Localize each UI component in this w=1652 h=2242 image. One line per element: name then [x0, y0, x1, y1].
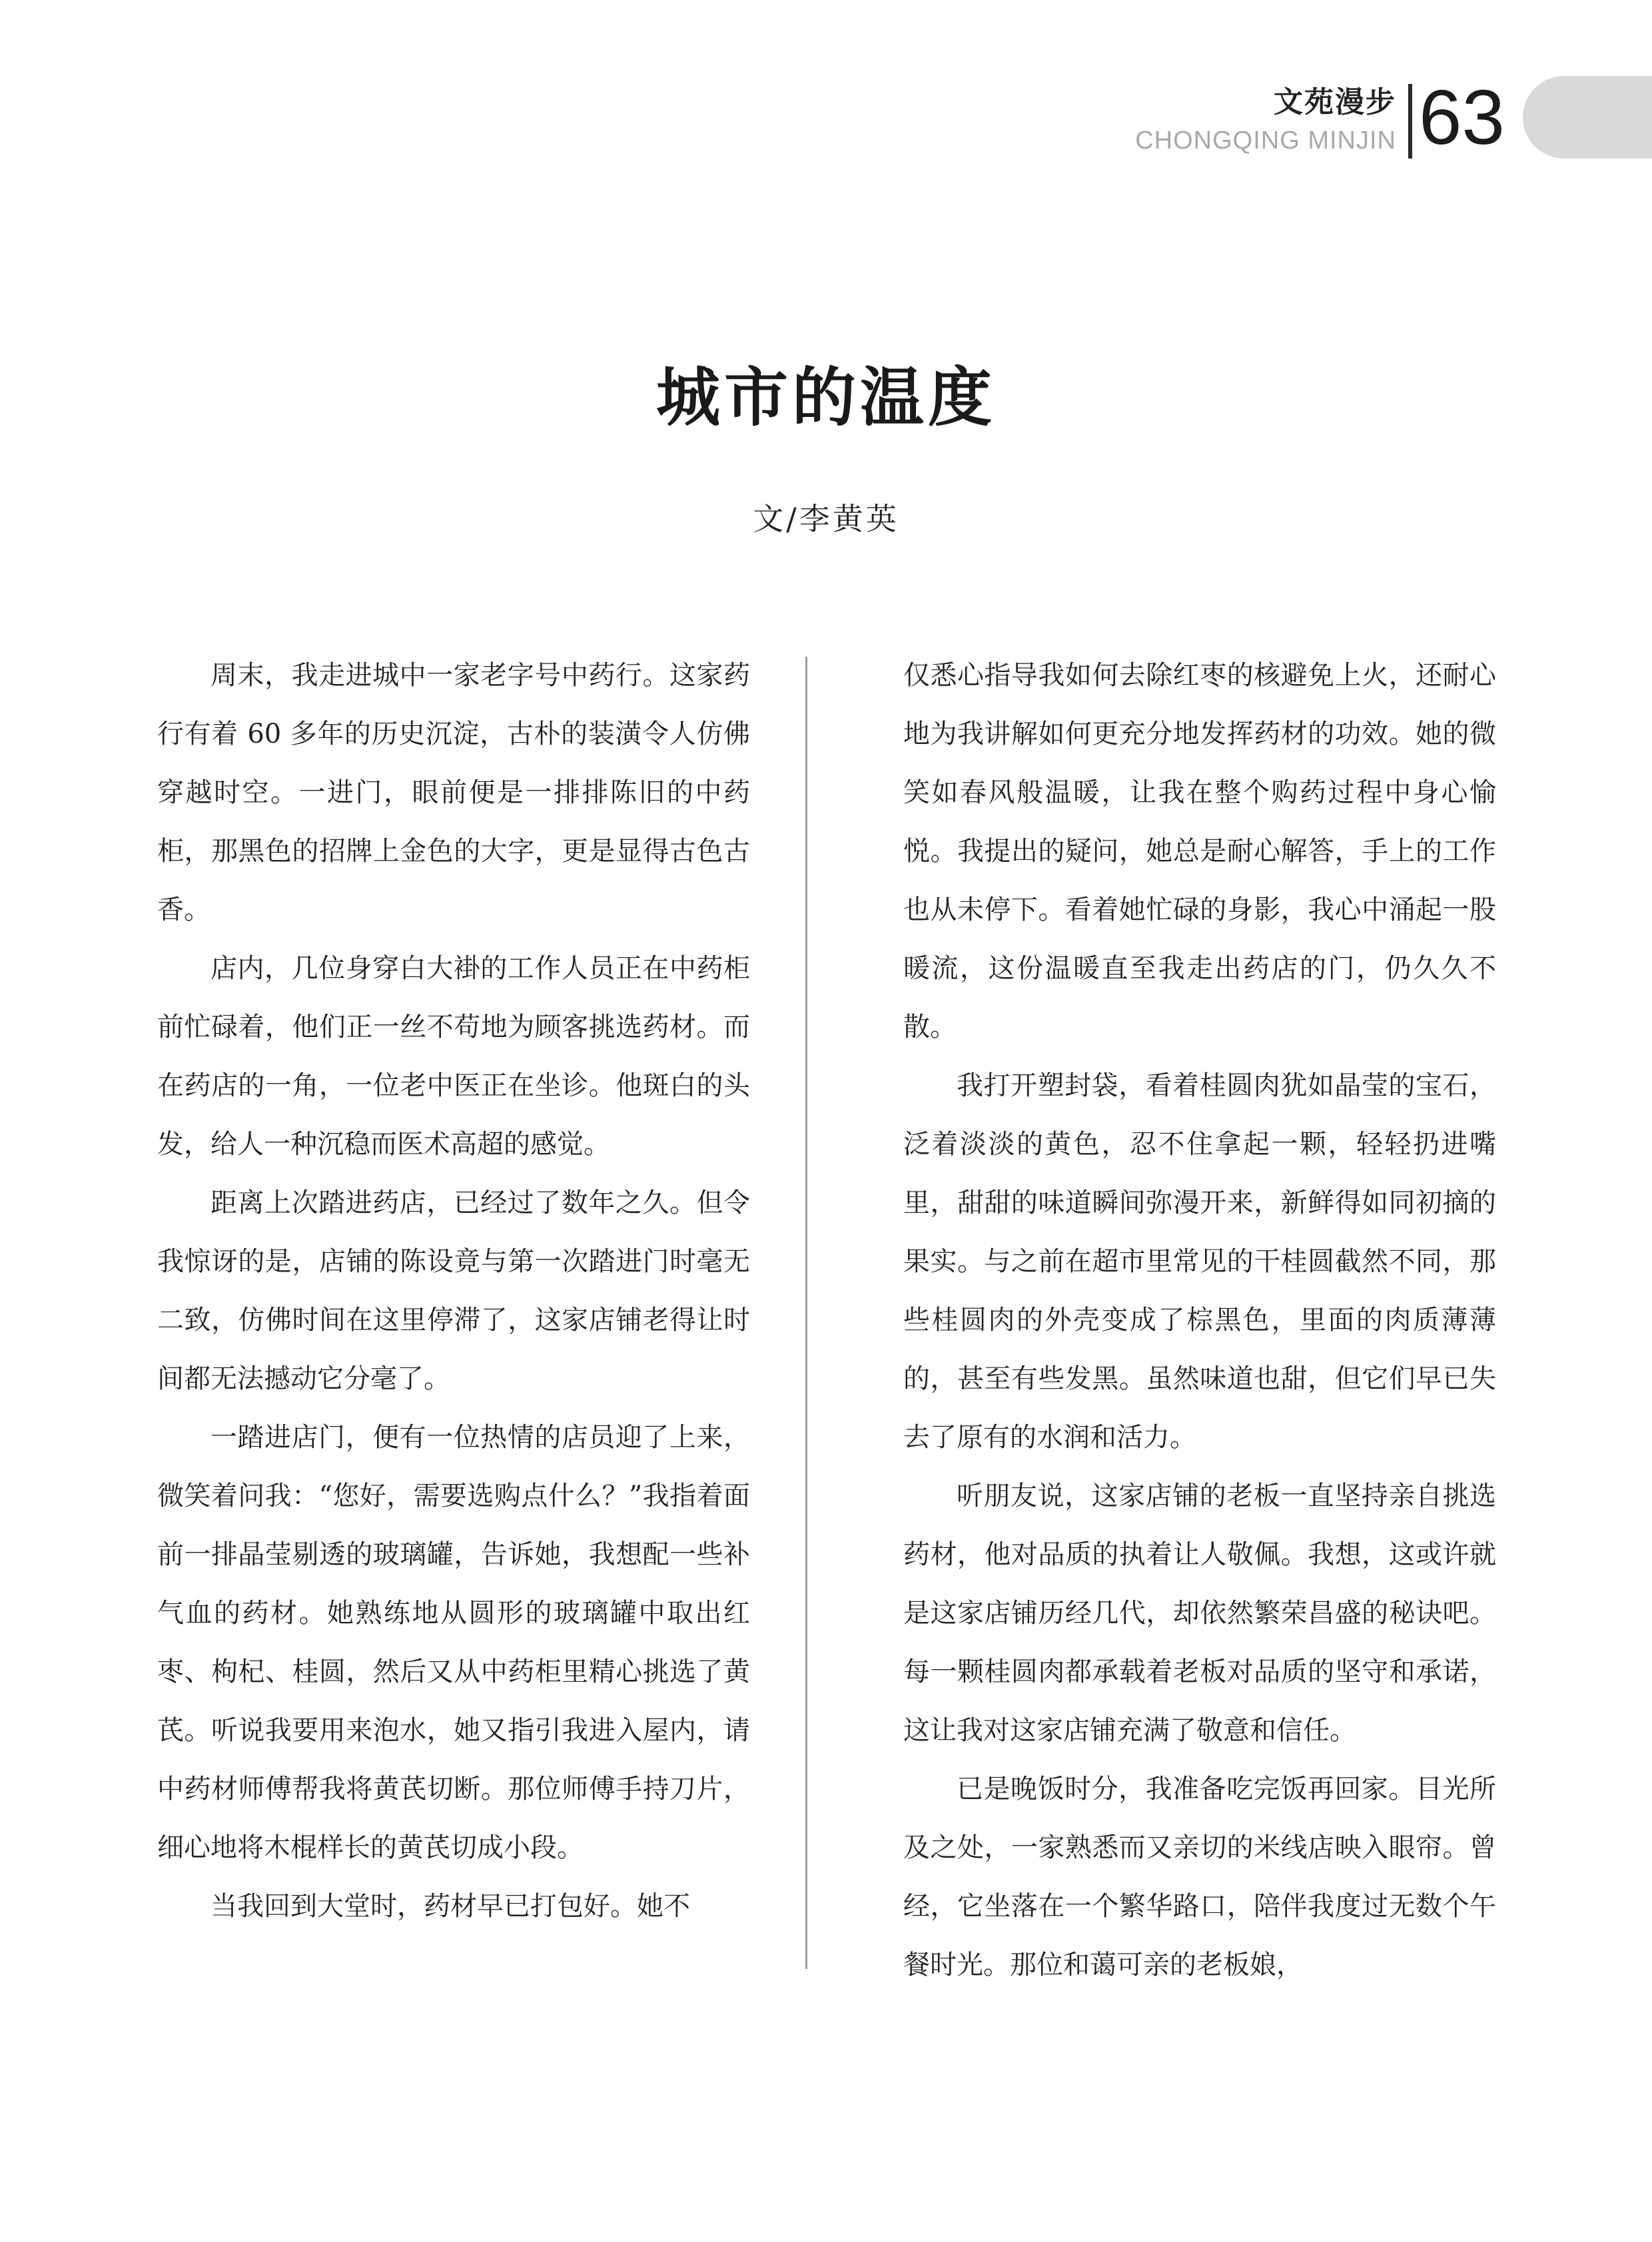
section-subtitle: CHONGQING MINJIN	[1135, 127, 1396, 155]
page-number: 63	[1419, 74, 1505, 161]
paragraph: 距离上次踏进药店，已经过了数年之久。但令我惊讶的是，店铺的陈设竟与第一次踏进门时毫无二致，仿佛时间在这里停滞了，这家店铺老得让时间都无法撼动它分毫了。	[157, 1188, 750, 1394]
right-column	[903, 646, 1496, 1994]
article-title: 城市的温度	[656, 360, 996, 435]
paragraph: 一踏进店门，便有一位热情的店员迎了上来，微笑着问我：“您好，需要选购点什么？”我指着面前一排晶莹剔透的玻璃罐，告诉她，我想配一些补气血的药材。她熟练地从圆形的玻璃罐中取出红枣、枸杞、桂圆，然后又从中药柜里精心挑选了黄芪。听说我要用来泡水，她又指引我进入屋内，请中药材师傅帮我将黄芪切断。那位师傅手持刀片，细心地将木棍样长的黄芪切成小段。	[157, 1422, 750, 1863]
column-divider	[805, 657, 807, 1969]
article-byline: 文/李黄英	[753, 501, 899, 537]
paragraph: 仅悉心指导我如何去除红枣的核避免上火，还耐心地为我讲解如何更充分地发挥药材的功效。她的微笑如春风般温暖，让我在整个购药过程中身心愉悦。我提出的疑问，她总是耐心解答，手上的工作也从未停下。看着她忙碌的身影，我心中涌起一股暖流，这份温暖直至我走出药店的门，仍久久不散。	[903, 660, 1496, 1042]
paragraph: 店内，几位身穿白大褂的工作人员正在中药柜前忙碌着，他们正一丝不苟地为顾客挑选药材。而在药店的一角，一位老中医正在坐诊。他斑白的头发，给人一种沉稳而医术高超的感觉。	[157, 953, 750, 1160]
paragraph: 已是晚饭时分，我准备吃完饭再回家。目光所及之处，一家熟悉而又亲切的米线店映入眼帘。曾经，它坐落在一个繁华路口，陪伴我度过无数个午餐时光。那位和蔼可亲的老板娘，	[903, 1774, 1496, 1980]
left-column	[157, 646, 750, 1936]
paragraph: 我打开塑封袋，看着桂圆肉犹如晶莹的宝石，泛着淡淡的黄色，忍不住拿起一颗，轻轻扔进嘴里，甜甜的味道瞬间弥漫开来，新鲜得如同初摘的果实。与之前在超市里常见的干桂圆截然不同，那些桂圆肉的外壳变成了棕黑色，里面的肉质薄薄的，甚至有些发黑。虽然味道也甜，但它们早已失去了原有的水润和活力。	[903, 1070, 1496, 1453]
page-header	[0, 0, 1652, 173]
paragraph: 听朋友说，这家店铺的老板一直坚持亲自挑选药材，他对品质的执着让人敬佩。我想，这或许就是这家店铺历经几代，却依然繁荣昌盛的秘诀吧。每一颗桂圆肉都承载着老板对品质的坚守和承诺，这让我对这家店铺充满了敬意和信任。	[903, 1481, 1496, 1746]
header-divider	[1408, 84, 1412, 159]
section-title: 文苑漫步	[1274, 85, 1396, 119]
paragraph: 当我回到大堂时，药材早已打包好。她不	[210, 1891, 690, 1922]
page-tab-decoration	[1523, 76, 1652, 159]
paragraph: 周末，我走进城中一家老字号中药行。这家药行有着 60 多年的历史沉淀，古朴的装潢令人仿佛穿越时空。一进门，眼前便是一排排陈旧的中药柜，那黑色的招牌上金色的大字，更是显得古色古香。	[157, 660, 750, 925]
